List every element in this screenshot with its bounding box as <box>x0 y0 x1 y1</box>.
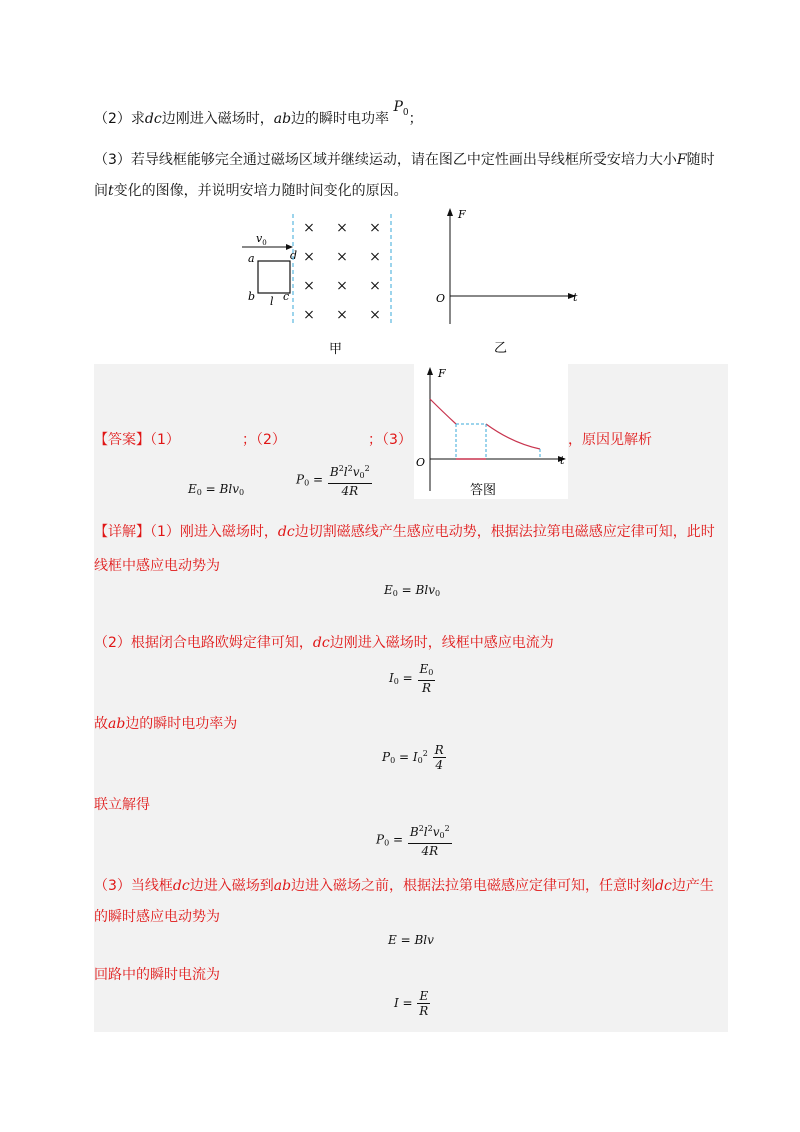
detail-p6: 回路中的瞬时电流为 <box>94 967 220 983</box>
q2-end: ； <box>408 111 423 127</box>
answer-F: F <box>438 367 446 380</box>
detail-eq-i: I = $\frac{E}{R}$ <box>394 989 429 1018</box>
force-curve-entering <box>430 399 456 424</box>
svg-text:×: × <box>369 220 381 236</box>
answer-graph <box>414 363 568 499</box>
detail-eq-e0: $E_0 = Blv_0$ <box>384 583 441 598</box>
caption-jia: 甲 <box>329 342 343 357</box>
svg-text:×: × <box>369 278 381 294</box>
svg-text:×: × <box>336 220 348 236</box>
q2-p0: $P_0$ <box>393 99 409 118</box>
yi-O: O <box>436 292 446 305</box>
yi-t: t <box>573 291 578 304</box>
detail-p4: 联立解得 <box>94 797 150 813</box>
question-3-line1: （3）若导线框能够完全通过磁场区域并继续运动，请在图乙中定性画出导线框所受安培力大小F随时 <box>94 152 715 168</box>
answer-section-background <box>94 364 728 1032</box>
q2-ab: ab <box>273 111 292 127</box>
answer-t: t <box>560 454 565 467</box>
question-2 <box>94 99 423 134</box>
svg-text:×: × <box>303 307 315 323</box>
detail-p5-line1: （3）当线框dc边进入磁场到ab边进入磁场之前，根据法拉第电磁感应定律可知，任意时刻dc边产生 <box>94 878 714 894</box>
svg-text:×: × <box>336 307 348 323</box>
answer-graph-caption: 答图 <box>470 483 497 498</box>
magnetic-field-crosses <box>303 220 381 323</box>
svg-text:×: × <box>336 249 348 265</box>
answer-eq-p0: $P_0$ = $\frac{B^2l^2v_0^2}{4R}$ <box>296 464 370 498</box>
answer-tail: ，原因见解析 <box>568 432 652 448</box>
f-axis-arrow <box>447 208 453 216</box>
answer-eq-e0: $E_0 = Blv_0$ <box>188 482 245 497</box>
detail-p3: 故ab边的瞬时电功率为 <box>94 716 238 732</box>
answer-sep1: ；（2） <box>242 432 286 448</box>
caption-yi: 乙 <box>494 341 508 356</box>
force-curve-leaving <box>486 424 540 449</box>
answer-label: 【答案】（1） <box>94 432 180 448</box>
question-3-line2: 间t变化的图像，并说明安培力随时间变化的原因。 <box>94 183 408 199</box>
answer-sep2: ；（3） <box>368 432 412 448</box>
yi-F: F <box>458 208 466 221</box>
svg-text:×: × <box>303 249 315 265</box>
answer-f-axis-arrow <box>427 367 433 375</box>
corner-b: b <box>248 290 256 303</box>
side-l: l <box>270 295 274 308</box>
detail-p1-line1: 【详解】（1）刚进入磁场时，dc边切割磁感线产生感应电动势，根据法拉第电磁感应定律可知，此时 <box>94 524 715 540</box>
svg-text:×: × <box>369 307 381 323</box>
svg-text:×: × <box>336 278 348 294</box>
wire-loop <box>258 261 290 293</box>
detail-p2: （2）根据闭合电路欧姆定律可知，dc边刚进入磁场时，线框中感应电流为 <box>94 635 554 651</box>
q2-prefix: （2）求 <box>94 111 145 127</box>
figure-yi <box>430 204 590 359</box>
detail-p5-line2: 的瞬时感应电动势为 <box>94 909 220 925</box>
detail-eq-p0-final: $P_0$ = $\frac{B^2l^2v_0^2}{4R}$ <box>376 824 450 858</box>
detail-eq-e: E = Blv <box>388 933 434 947</box>
figure-jia <box>236 214 396 364</box>
corner-c: c <box>283 290 290 303</box>
answer-O: O <box>416 456 426 469</box>
detail-eq-i0: $I_0$ = $\frac{E_0}{R}$ <box>389 662 434 695</box>
q2-mid: 边刚进入磁场时， <box>161 111 274 127</box>
svg-text:×: × <box>303 278 315 294</box>
corner-d: d <box>290 249 298 262</box>
v0-label: $v_0$ <box>256 232 267 247</box>
detail-eq-p0-i0: $P_0 = I_0^2$ $\frac{R}{4}$ <box>382 743 444 772</box>
svg-text:×: × <box>303 220 315 236</box>
svg-text:×: × <box>369 249 381 265</box>
detail-p1-line2: 线框中感应电动势为 <box>94 558 220 574</box>
corner-a: a <box>248 252 255 265</box>
q2-dc: dc <box>144 111 162 127</box>
q2-suffix: 边的瞬时电功率 <box>291 111 390 127</box>
